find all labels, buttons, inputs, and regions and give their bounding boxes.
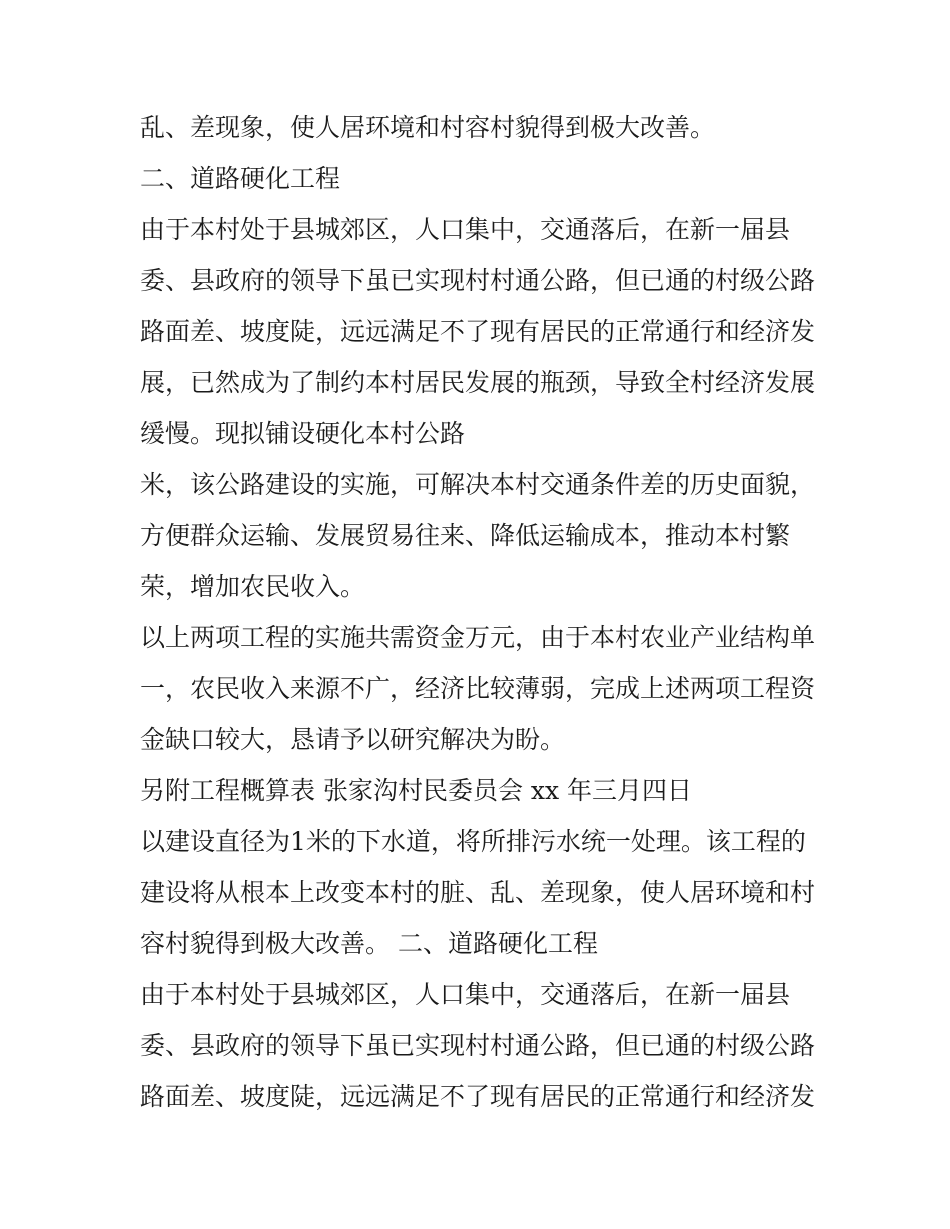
body-text-line: 展，已然成为了制约本村居民发展的瓶颈，导致全村经济发展 <box>140 368 816 397</box>
body-text-line: 缓慢。现拟铺设硬化本村公路 <box>140 419 466 448</box>
body-text-line: 路面差、坡度陡，远远满足不了现有居民的正常通行和经济发 <box>140 317 816 346</box>
body-text-line: 一，农民收入来源不广，经济比较薄弱，完成上述两项工程资 <box>140 674 816 703</box>
body-text-line: 路面差、坡度陡，远远满足不了现有居民的正常通行和经济发 <box>140 1082 816 1111</box>
body-text-line: 由于本村处于县城郊区，人口集中，交通落后，在新一届县 <box>140 980 791 1009</box>
body-text-line: 委、县政府的领导下虽已实现村村通公路，但已通的村级公路 <box>140 266 816 295</box>
body-text-line: 荣，增加农民收入。 <box>140 572 366 601</box>
body-text-line: 容村貌得到极大改善。 二、道路硬化工程 <box>140 929 598 958</box>
attachment-signature-line: 另附工程概算表 张家沟村民委员会 xx 年三月四日 <box>140 776 693 805</box>
body-text-line: 以建设直径为1米的下水道，将所排污水统一处理。该工程的 <box>140 827 806 856</box>
body-text-line: 建设将从根本上改变本村的脏、乱、差现象，使人居环境和村 <box>140 878 816 907</box>
body-text-line: 委、县政府的领导下虽已实现村村通公路，但已通的村级公路 <box>140 1031 816 1060</box>
body-text-line: 方便群众运输、发展贸易往来、降低运输成本，推动本村繁 <box>140 521 791 550</box>
body-text-line: 金缺口较大，恳请予以研究解决为盼。 <box>140 725 566 754</box>
body-text-line: 乱、差现象，使人居环境和村容村貌得到极大改善。 <box>140 113 716 142</box>
body-text-line: 由于本村处于县城郊区，人口集中，交通落后，在新一届县 <box>140 215 791 244</box>
body-text-line: 以上两项工程的实施共需资金万元，由于本村农业产业结构单 <box>140 623 816 652</box>
body-text-line: 米，该公路建设的实施，可解决本村交通条件差的历史面貌， <box>140 470 816 499</box>
section-heading: 二、道路硬化工程 <box>140 164 341 193</box>
